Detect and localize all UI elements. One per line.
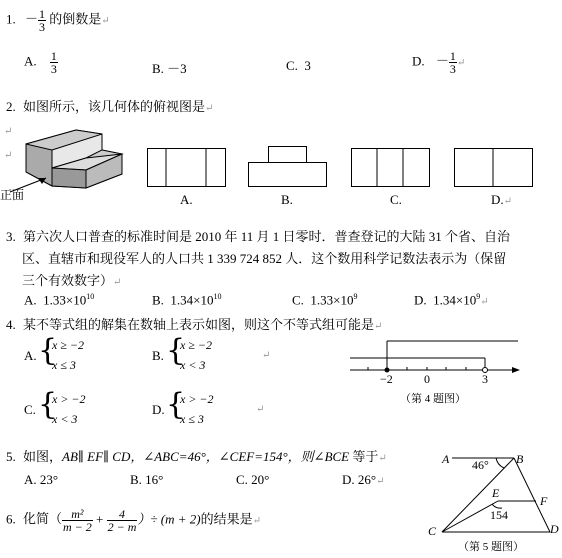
brace-icon: { bbox=[166, 387, 186, 422]
front-label: 正面 bbox=[0, 188, 25, 202]
tick-label: 3 bbox=[482, 372, 488, 386]
option-c-label: C. bbox=[390, 192, 402, 207]
question-3-option-c: C. $1.33\times 10^9$ bbox=[292, 292, 358, 308]
inequality: x ≥ −2 bbox=[52, 338, 85, 352]
figure-4-caption: （第 4 题图） bbox=[400, 393, 466, 405]
question-1-option-c: C. 3 bbox=[286, 58, 311, 73]
question-4-stem: 4. 某不等式组的解集在数轴上表示如图，则这个不等式组可能是↵ bbox=[6, 317, 383, 332]
question-5-option-d: D. 26°↵ bbox=[342, 472, 385, 487]
question-6-stem: 6. 化简（ $\frac{\text{m²}}{m - 2}$ + $\frac{4}{2 - m}$ ）÷ (m + 2)的结果是↵ bbox=[6, 507, 262, 534]
inequality: x < 3 bbox=[180, 358, 206, 372]
question-4-option-b-label: B. bbox=[152, 348, 164, 363]
option-b-label: B. bbox=[281, 192, 293, 207]
point-label: C bbox=[428, 524, 437, 538]
question-2-stem: 2. 如图所示，该几何体的俯视图是↵ bbox=[6, 99, 214, 114]
question-4-option-c-label: C. bbox=[24, 402, 36, 417]
question-4-option-a-label: A. bbox=[24, 348, 37, 363]
question-5-option-a: A. 23° bbox=[24, 472, 59, 487]
option-a-figure bbox=[147, 148, 227, 188]
inequality: x > −2 bbox=[180, 392, 214, 406]
inequality: x ≤ 3 bbox=[180, 412, 204, 426]
point-label: D bbox=[550, 522, 559, 536]
inequality: x ≥ −2 bbox=[180, 338, 213, 352]
return-mark: ↵ bbox=[256, 404, 265, 415]
option-d-label: D.↵ bbox=[491, 192, 513, 207]
question-4-option-d-label: D. bbox=[152, 402, 165, 417]
tick-label: −2 bbox=[380, 372, 393, 386]
option-d-figure bbox=[454, 148, 534, 188]
point-label: E bbox=[492, 486, 500, 500]
angle-label: 46° bbox=[472, 458, 489, 472]
angle-label: 154 bbox=[490, 508, 508, 522]
inequality: x ≤ 3 bbox=[52, 358, 76, 372]
fraction-one-third: $\frac{1}{3}$ bbox=[39, 7, 46, 34]
inequality: x < 3 bbox=[52, 412, 78, 426]
fraction: $\frac{4}{2 - m}$ bbox=[107, 507, 137, 534]
point-label: B bbox=[516, 452, 524, 466]
question-1-option-b: B. －3 bbox=[152, 61, 187, 76]
question-5-option-c: C. 20° bbox=[236, 472, 270, 487]
option-c-figure bbox=[351, 148, 431, 188]
question-3-line-1: 3. 第六次人口普查的标准时间是 2010 年 11 月 1 日零时．普查登记的大陆 31 个省、自治 bbox=[6, 229, 511, 244]
question-1-option-d: D. － $\frac{1}{3}$ ↵ bbox=[412, 49, 466, 76]
return-mark: ↵ bbox=[262, 350, 271, 361]
fraction: $\frac{\text{m²}}{m - 2}$ bbox=[63, 507, 92, 534]
option-a-label: A. bbox=[180, 192, 193, 207]
question-3-line-3: 三个有效数字）↵ bbox=[22, 273, 122, 288]
question-5-option-b: B. 16° bbox=[130, 472, 164, 487]
option-b-figure bbox=[248, 146, 328, 188]
question-5-stem: 5. 如图，AB∥ EF∥ CD，∠ABC=46°，∠CEF=154°，则∠BCE 等于↵ bbox=[6, 449, 387, 464]
brace-icon: { bbox=[38, 387, 58, 422]
question-3-option-b: B. $1.34\times 10^{10}$ bbox=[152, 292, 222, 308]
question-3-line-2: 区、直辖市和现役军人的人口共 1 339 724 852 人．这个数用科学记数法表示为（保留 bbox=[22, 251, 507, 266]
brace-icon: { bbox=[166, 333, 186, 368]
brace-icon: { bbox=[38, 333, 58, 368]
question-3-option-d: D. $1.34\times 10^9↵$ bbox=[414, 292, 489, 308]
return-mark: ↵ bbox=[4, 150, 13, 161]
point-label: A bbox=[442, 452, 450, 466]
question-1-stem: 1. － $\frac{1}{3}$ 的倒数是↵ bbox=[6, 7, 110, 34]
question-3-option-a: A. $1.33\times 10^{10}$ bbox=[24, 292, 95, 308]
figure-5-caption: （第 5 题图） bbox=[458, 541, 524, 553]
question-1-option-a: A. $\frac{1}{3}$ bbox=[24, 49, 57, 76]
return-mark: ↵ bbox=[4, 126, 13, 137]
tick-label: 0 bbox=[424, 372, 430, 386]
inequality: x > −2 bbox=[52, 392, 86, 406]
number-line bbox=[348, 334, 523, 394]
point-label: F bbox=[540, 494, 548, 508]
